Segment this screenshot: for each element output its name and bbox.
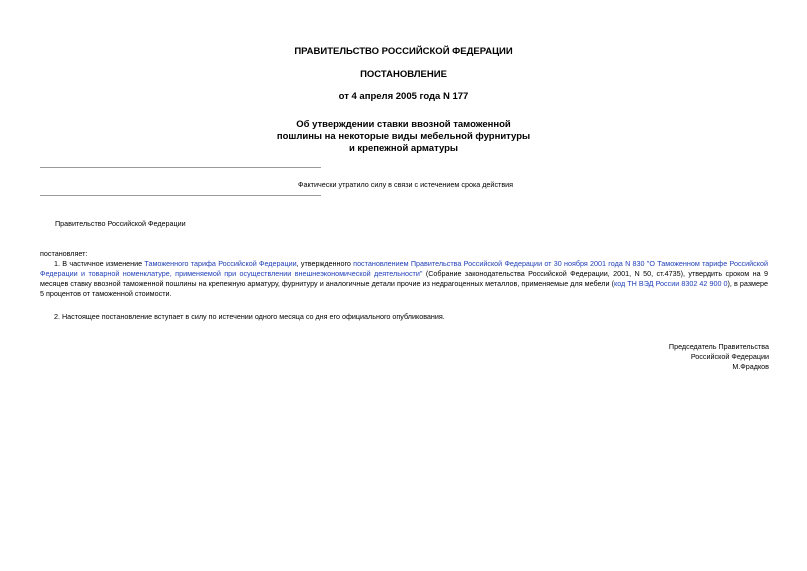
- title-line-3: и крепежной арматуры: [348, 143, 459, 154]
- issuer-text: Правительство Российской Федерации: [55, 219, 186, 228]
- customs-tariff-link[interactable]: Таможенного тарифа Российской Федерации: [144, 259, 297, 268]
- divider-bottom: [40, 195, 321, 196]
- resolution-830-link[interactable]: постановлением Правительства Российской Федерации от 30 ноября 2001 года N 830 "О Таможенном тарифе Российской Федерации и товарной номенклатуре, применяемой при осуществлении внешнеэкономической деятельности": [40, 259, 768, 278]
- signature-block: [519, 342, 769, 372]
- p1-text-4: ), в размере 5 процентов от таможенной стоимости.: [40, 279, 768, 298]
- p1-text-3: (Собрание законодательства Российской Федерации, 2001, N 50, ст.4735), утвердить сроком на 9 месяцев ставку ввозной таможенной пошлины на крепежную арматуру, фурнитуру и аналогичные детали прочие из недрагоценных металлов, применяемые для мебели (: [40, 269, 768, 288]
- title-line-1: Об утверждении ставки ввозной таможенной: [296, 119, 511, 130]
- tn-ved-code-link[interactable]: код ТН ВЭД России 8302 42 900 0: [613, 279, 728, 288]
- status-note: Фактически утратило силу в связи с истечением срока действия: [298, 180, 514, 189]
- decides-text: постановляет:: [40, 249, 88, 258]
- doc-type-heading: ПОСТАНОВЛЕНИЕ: [360, 69, 447, 80]
- authority-heading: ПРАВИТЕЛЬСТВО РОССИЙСКОЙ ФЕДЕРАЦИИ: [294, 46, 513, 57]
- p1-text-2: , утвержденного: [296, 259, 354, 268]
- document-title: [0, 119, 807, 155]
- signature-name: М.Фрадков: [732, 362, 769, 371]
- divider-top: [40, 167, 321, 168]
- signature-country: Российской Федерации: [690, 352, 769, 361]
- title-line-2: пошлины на некоторые виды мебельной фурнитуры: [276, 131, 531, 142]
- date-number-heading: от 4 апреля 2005 года N 177: [338, 91, 469, 102]
- signature-position: Председатель Правительства: [668, 342, 769, 351]
- p1-text-1: 1. В частичное изменение: [54, 259, 145, 268]
- paragraph-2: 2. Настоящее постановление вступает в силу по истечении одного месяца со дня его официального опубликования.: [54, 312, 445, 321]
- paragraph-1: [40, 259, 768, 299]
